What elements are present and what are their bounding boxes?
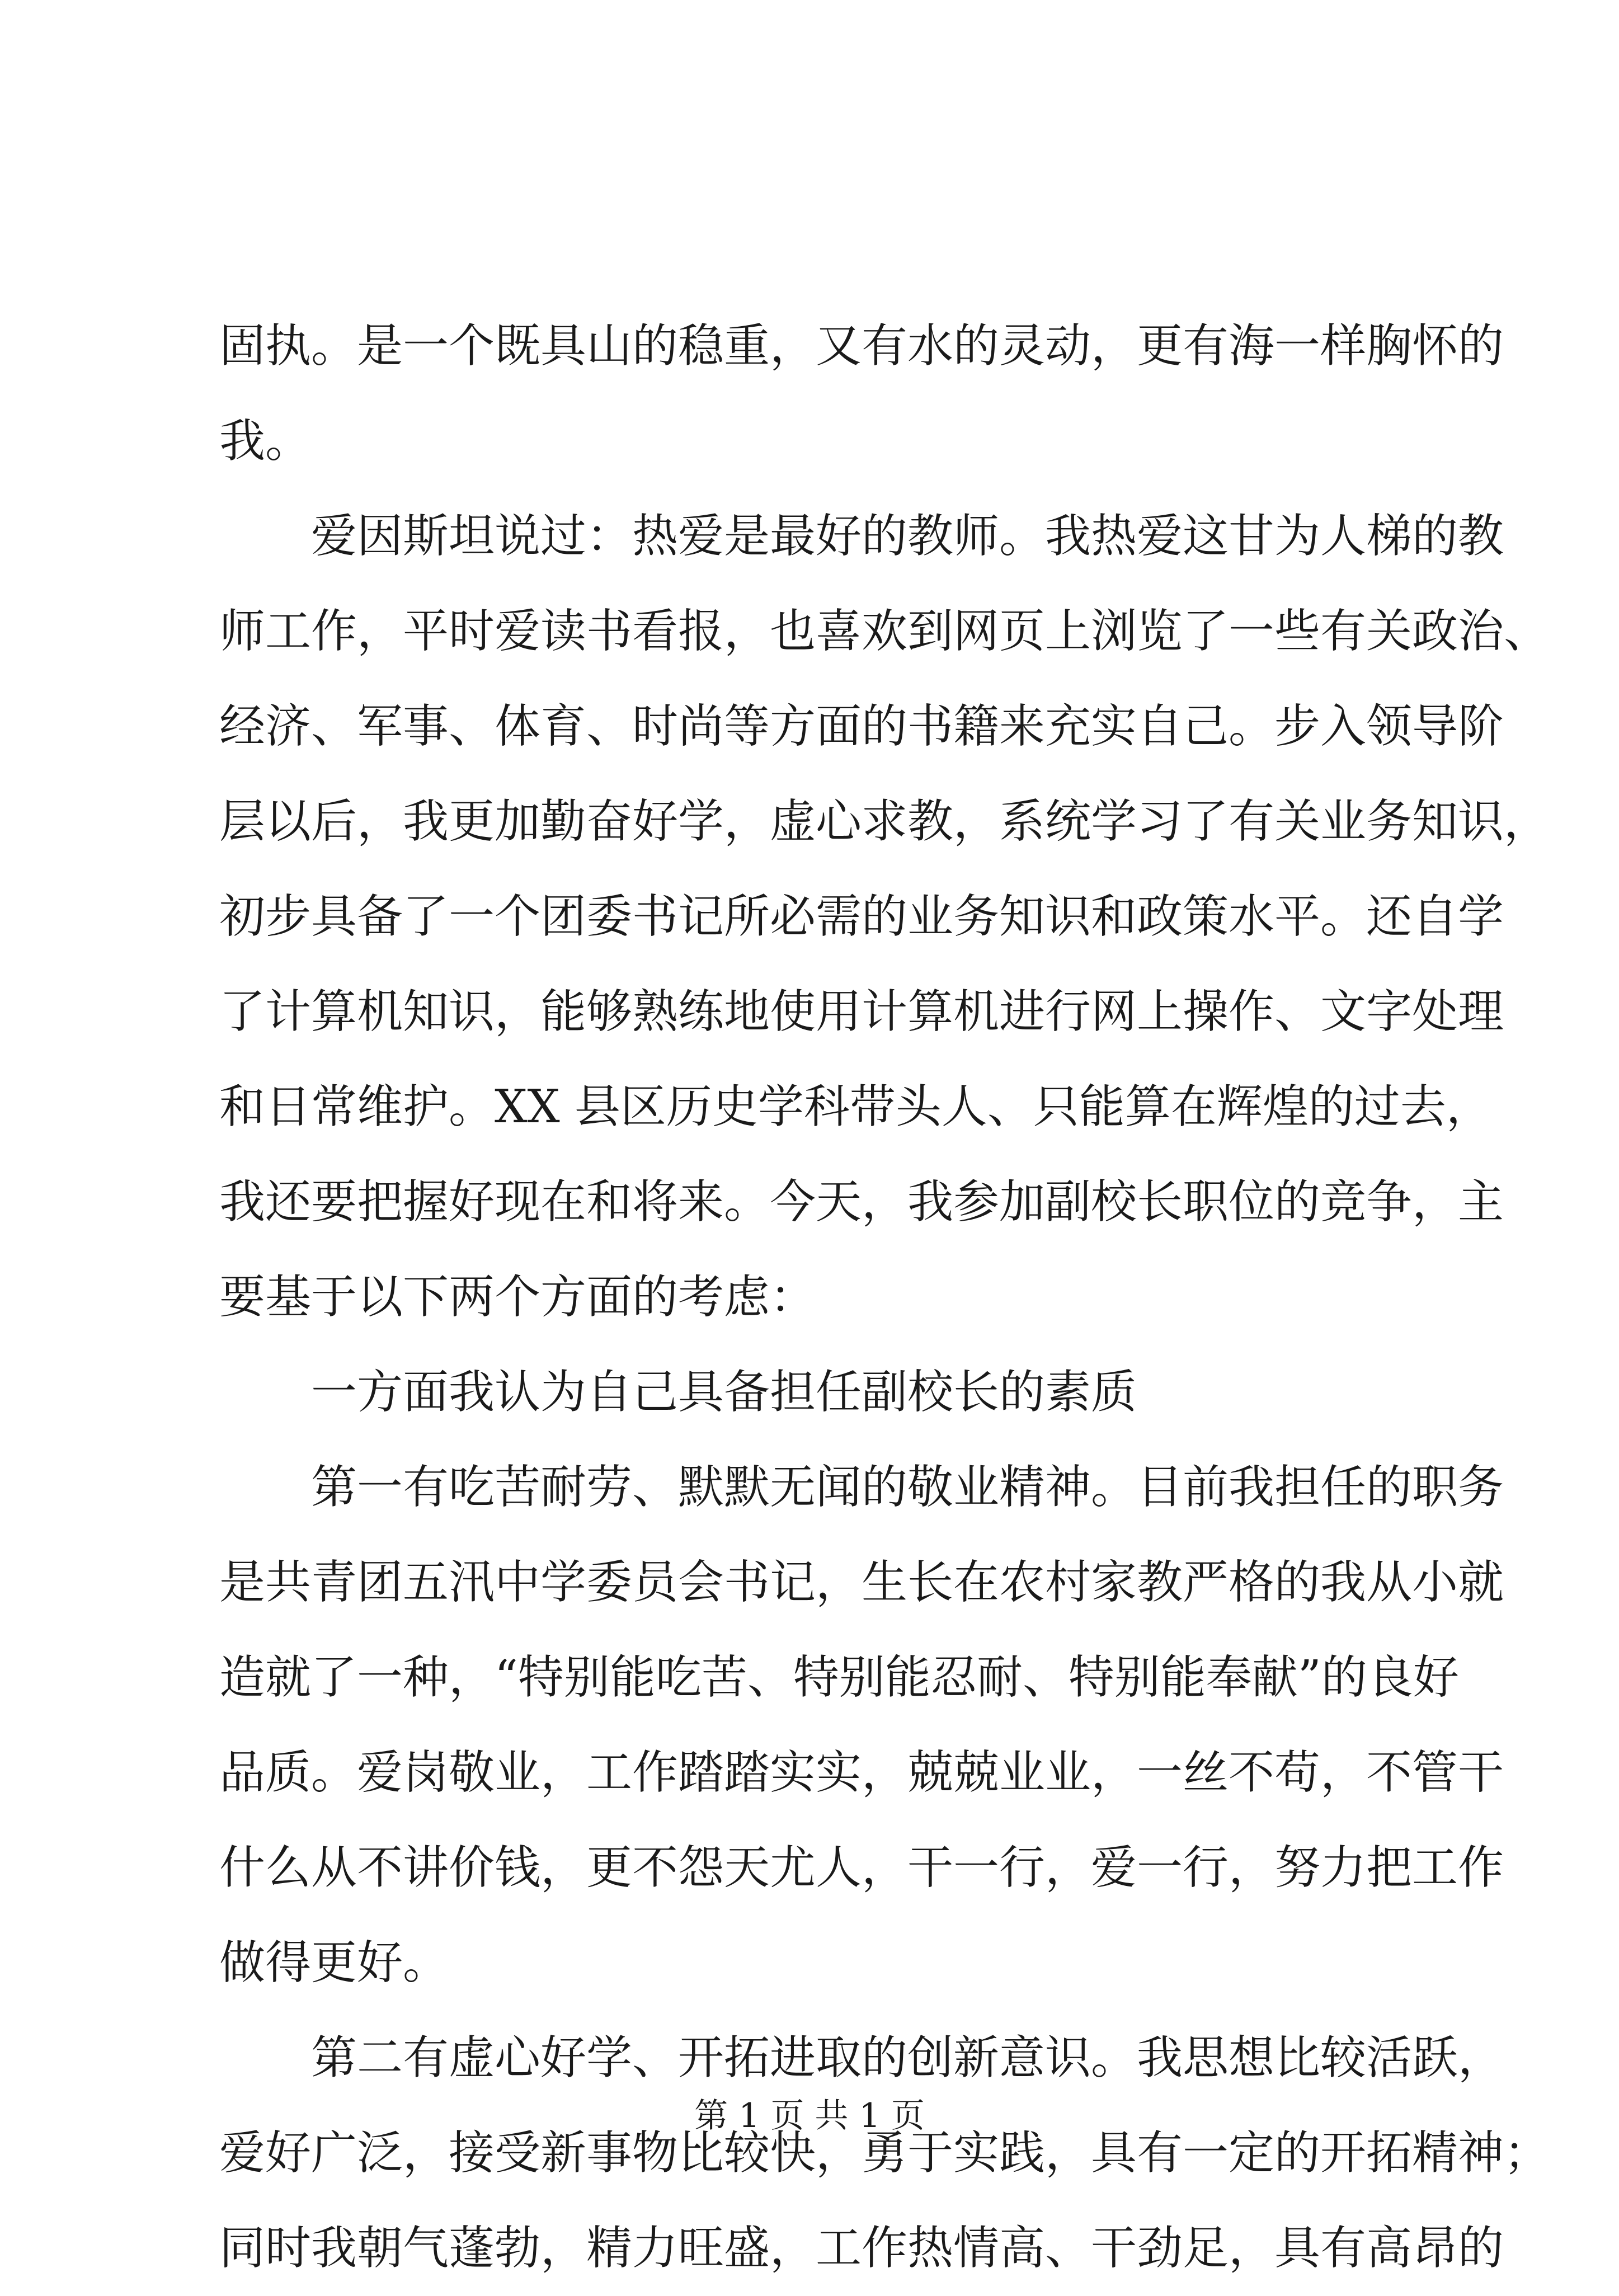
text-line: 了计算机知识，能够熟练地使用计算机进行网上操作、文字处理: [219, 985, 1504, 1038]
text-line: 同时我朝气蓬勃，精力旺盛，工作热情高、干劲足，具有高昂的: [219, 2222, 1504, 2275]
text-line: 造就了一种，“特别能吃苦、特别能忍耐、特别能奉献”的良好: [219, 1651, 1459, 1704]
text-line: 是共青团五汛中学委员会书记，生长在农村家教严格的我从小就: [219, 1556, 1504, 1609]
text-line: 经济、军事、体育、时尚等方面的书籍来充实自己。步入领导阶: [219, 700, 1504, 753]
text-line: 要基于以下两个方面的考虑：: [219, 1271, 816, 1324]
text-line: 爱好广泛，接受新事物比较快，勇于实践，具有一定的开拓精神；: [219, 2126, 1550, 2180]
text-line: 师工作，平时爱读书看报，也喜欢到网页上浏览了一些有关政治、: [219, 605, 1550, 658]
text-line: 什么从不讲价钱，更不怨天尤人，干一行，爱一行，努力把工作: [219, 1841, 1504, 1894]
text-line: 一方面我认为自己具备担任副校长的素质: [311, 1366, 1137, 1419]
text-line: 爱因斯坦说过：热爱是最好的教师。我热爱这甘为人梯的教: [311, 510, 1504, 563]
text-line: 层以后，我更加勤奋好学，虚心求教，系统学习了有关业务知识，: [219, 795, 1550, 848]
page-footer: [0, 2093, 1619, 2138]
text-line: 第二有虚心好学、开拓进取的创新意识。我思想比较活跃，: [311, 2031, 1504, 2085]
body-text: [219, 299, 1550, 2296]
page-number-label: 第 1 页 共 1 页: [694, 2096, 925, 2135]
text-line: 初步具备了一个团委书记所必需的业务知识和政策水平。还自学: [219, 890, 1504, 943]
text-line: 我还要把握好现在和将来。今天，我参加副校长职位的竞争，主: [219, 1175, 1504, 1229]
text-line: 我。: [219, 415, 312, 468]
text-line: 和日常维护。XX 县区历史学科带头人、只能算在辉煌的过去，: [219, 1080, 1492, 1133]
text-line: 第一有吃苦耐劳、默默无闻的敬业精神。目前我担任的职务: [311, 1461, 1504, 1514]
text-line: 固执。是一个既具山的稳重，又有水的灵动，更有海一样胸怀的: [219, 319, 1504, 373]
text-line: 做得更好。: [219, 1936, 449, 1989]
text-line: 品质。爱岗敬业，工作踏踏实实，兢兢业业，一丝不苟，不管干: [219, 1746, 1504, 1799]
